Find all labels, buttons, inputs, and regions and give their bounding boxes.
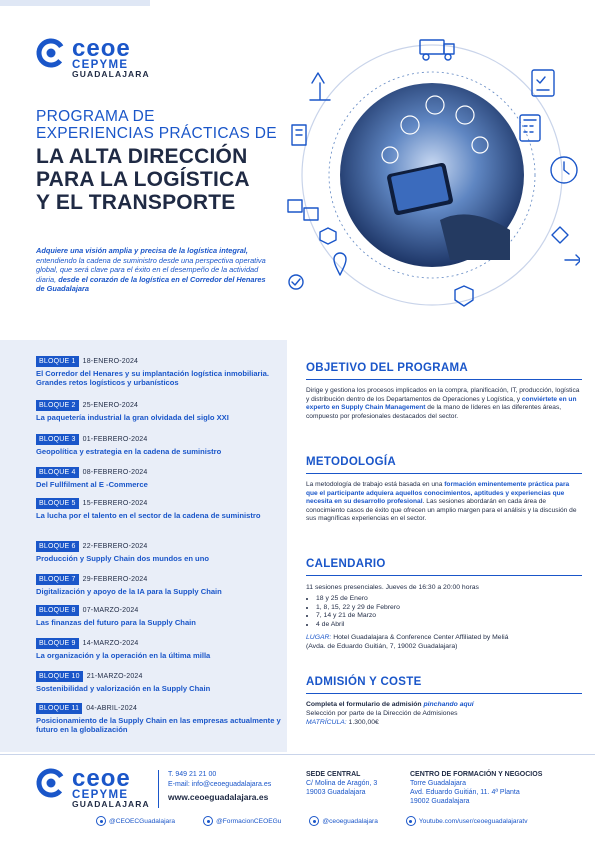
logo-wordmark: ceoe [72, 765, 131, 792]
calendario-dates [316, 595, 582, 629]
social-youtube[interactable]: Youtube.com/user/ceoeguadalajaratv [406, 816, 528, 826]
bloque-4 [36, 467, 281, 489]
bloque-tag: BLOQUE 3 [36, 434, 79, 445]
bloque-2 [36, 400, 281, 422]
bloque-date: 22-FEBRERO-2024 [82, 543, 148, 550]
bloque-title: Posicionamiento de la Supply Chain en las empresas actualmente y futuro en la globalización [36, 716, 281, 735]
bloque-tag: BLOQUE 11 [36, 703, 82, 714]
twitter-icon [96, 816, 106, 826]
centro-line: Torre Guadalajara [410, 780, 467, 787]
ceoe-logo-mark-icon [36, 768, 66, 798]
social-instagram[interactable]: @ceoeguadalajara [309, 816, 377, 826]
footer-contact [168, 770, 271, 802]
admision-heading: ADMISIÓN Y COSTE [306, 676, 582, 694]
metodologia-text: La metodología de trabajo está basada en una formación eminentemente práctica para que el participante adquiera aquellos conocimientos, aptitudes y experiencias que necesita en su desarrollo profesional. Las sesiones abordarán en cada área de conocimiento casos de éxito que ofrecen un amplio margen para el análisis y la discusión de sus magníficas experiencias en el sector. [306, 481, 577, 523]
footer-divider [0, 754, 595, 755]
bloque-date: 18-ENERO-2024 [82, 358, 139, 365]
bloque-7 [36, 574, 281, 596]
bloque-date: 15-FEBRERO-2024 [82, 500, 148, 507]
calendario-date-item: • 18 y 25 de Enero [316, 595, 582, 604]
title-line-2: EXPERIENCIAS PRÁCTICAS DE [36, 125, 277, 142]
logo-guadalajara: GUADALAJARA [72, 69, 150, 79]
sede-line: 19003 Guadalajara [306, 789, 366, 796]
admision-price: MATRÍCULA: 1.300,00€ [306, 718, 379, 726]
intro-paragraph: Adquiere una visión amplia y precisa de la logística integral, entendiendo la cadena de suministro desde una perspectiva operativa global, que será clave para el éxito en el desempeño de la actividad diaria, desde el corazón de la logística en el Corredor del Henares de Guadalajara [36, 246, 266, 294]
calendario-date-item: • 1, 8, 15, 22 y 29 de Febrero [316, 604, 582, 613]
bloque-tag: BLOQUE 5 [36, 498, 79, 509]
objetivo-section [306, 362, 582, 421]
objetivo-text: Dirige y gestiona los procesos implicados en la compra, planificación, IT, producción, logística y distribución dentro de los Departamentos de Operaciones y Logística, y conviértete en un experto en Supply Chain Management de la mano de líderes en las diferentes áreas, compuesto por profesionales destacados del sector. [306, 387, 580, 420]
logistics-hero-illustration [280, 20, 580, 320]
bloque-title: Geopolítica y estrategia en la cadena de suministro [36, 447, 222, 456]
title-big-1: LA ALTA DIRECCIÓN [36, 145, 248, 168]
top-accent-bar [0, 0, 150, 6]
calendario-heading: CALENDARIO [306, 558, 582, 576]
bloque-3 [36, 434, 281, 456]
bloque-title: La organización y la operación en la última milla [36, 651, 211, 660]
bloque-9 [36, 638, 281, 660]
bloque-1 [36, 356, 281, 388]
youtube-icon [406, 816, 416, 826]
title-line-1: PROGRAMA DE [36, 108, 155, 125]
social-twitter[interactable]: @CEOECGuadalajara [96, 816, 175, 826]
bloque-date: 29-FEBRERO-2024 [82, 576, 148, 583]
bloque-10 [36, 671, 281, 693]
social-facebook[interactable]: @FormacionCEOEGu [203, 816, 281, 826]
footer-logo [36, 765, 156, 809]
logo-guadalajara: GUADALAJARA [72, 799, 150, 809]
bloque-title: Las finanzas del futuro para la Supply Chain [36, 618, 196, 627]
sede-heading: SEDE CENTRAL [306, 771, 361, 778]
bloque-title: Producción y Supply Chain dos mundos en uno [36, 554, 209, 563]
footer-website-link[interactable]: www.ceoeguadalajara.es [168, 792, 269, 802]
metodologia-heading: METODOLOGÍA [306, 456, 582, 474]
footer-vertical-divider [158, 770, 159, 808]
bloque-date: 25-ENERO-2024 [82, 402, 139, 409]
bloque-tag: BLOQUE 8 [36, 605, 79, 616]
instagram-icon [309, 816, 319, 826]
metodologia-section [306, 456, 582, 524]
bloque-title: La lucha por el talento en el sector de la cadena de suministro [36, 511, 261, 520]
bloque-title: El Corredor del Henares y su implantación logística inmobiliaria. Grandes retos logísticos y urbanísticos [36, 369, 269, 388]
title-big-2: PARA LA LOGÍSTICA [36, 168, 250, 191]
title-big-3: Y EL TRANSPORTE [36, 191, 236, 214]
bloque-tag: BLOQUE 2 [36, 400, 79, 411]
bloque-date: 21-MARZO-2024 [86, 673, 143, 680]
bloque-11 [36, 703, 281, 735]
logo-cepyme: CEPYME [72, 59, 129, 71]
admision-form-line: Completa el formulario de admisión pinchando aquí [306, 701, 474, 708]
footer-centro [410, 770, 542, 806]
bloque-title: Digitalización y apoyo de la IA para la Supply Chain [36, 587, 222, 596]
bloque-date: 14-MARZO-2024 [82, 640, 139, 647]
bloque-tag: BLOQUE 7 [36, 574, 79, 585]
centro-line: Avd. Eduardo Guitián, 11. 4ª Planta [410, 789, 520, 796]
calendario-section [306, 558, 582, 652]
bloque-tag: BLOQUE 6 [36, 541, 79, 552]
bloque-tag: BLOQUE 1 [36, 356, 79, 367]
bloque-title: La paquetería industrial la gran olvidada del siglo XXI [36, 413, 229, 422]
bloque-5 [36, 498, 281, 520]
bloque-date: 04-ABRIL-2024 [86, 705, 138, 712]
calendario-place: LUGAR: Hotel Guadalajara & Conference Center Affiliated by Meliá [306, 634, 509, 642]
bloque-title: Del Fullfilment al E -Commerce [36, 480, 148, 489]
sede-line: C/ Molina de Aragón, 3 [306, 780, 378, 787]
admision-section [306, 676, 582, 727]
bloque-8 [36, 605, 281, 627]
social-links [96, 816, 536, 826]
bloque-title: Sostenibilidad y valorización en la Supply Chain [36, 684, 211, 693]
admision-selection: Selección por parte de la Dirección de Admisiones [306, 709, 458, 717]
bloque-6 [36, 541, 281, 563]
calendario-address: (Avda. de Eduardo Guitián, 7, 19002 Guadalajara) [306, 643, 458, 651]
footer-sede [306, 770, 377, 797]
footer-phone: T. 949 21 21 00 [168, 771, 217, 778]
calendario-sessions: 11 sesiones presenciales. Jueves de 16:30 a 20:00 horas [306, 584, 479, 591]
logo-wordmark: ceoe [72, 35, 131, 62]
ceoe-logo [36, 35, 166, 79]
footer-email[interactable]: E-mail: info@ceoeguadalajara.es [168, 781, 272, 788]
bloque-date: 08-FEBRERO-2024 [82, 469, 148, 476]
bloque-tag: BLOQUE 9 [36, 638, 79, 649]
ceoe-logo-mark-icon [36, 38, 66, 68]
admision-form-link[interactable]: pinchando aquí [423, 701, 474, 708]
centro-heading: CENTRO DE FORMACIÓN Y NEGOCIOS [410, 771, 543, 778]
calendario-date-item: • 4 de Abril [316, 621, 582, 630]
facebook-icon [203, 816, 213, 826]
calendario-date-item: • 7, 14 y 21 de Marzo [316, 612, 582, 621]
bloque-tag: BLOQUE 10 [36, 671, 83, 682]
objetivo-heading: OBJETIVO DEL PROGRAMA [306, 362, 582, 380]
bloque-date: 01-FEBRERO-2024 [82, 436, 148, 443]
centro-line: 19002 Guadalajara [410, 798, 470, 805]
logo-cepyme: CEPYME [72, 789, 129, 801]
bloque-date: 07-MARZO-2024 [82, 607, 139, 614]
bloque-tag: BLOQUE 4 [36, 467, 79, 478]
